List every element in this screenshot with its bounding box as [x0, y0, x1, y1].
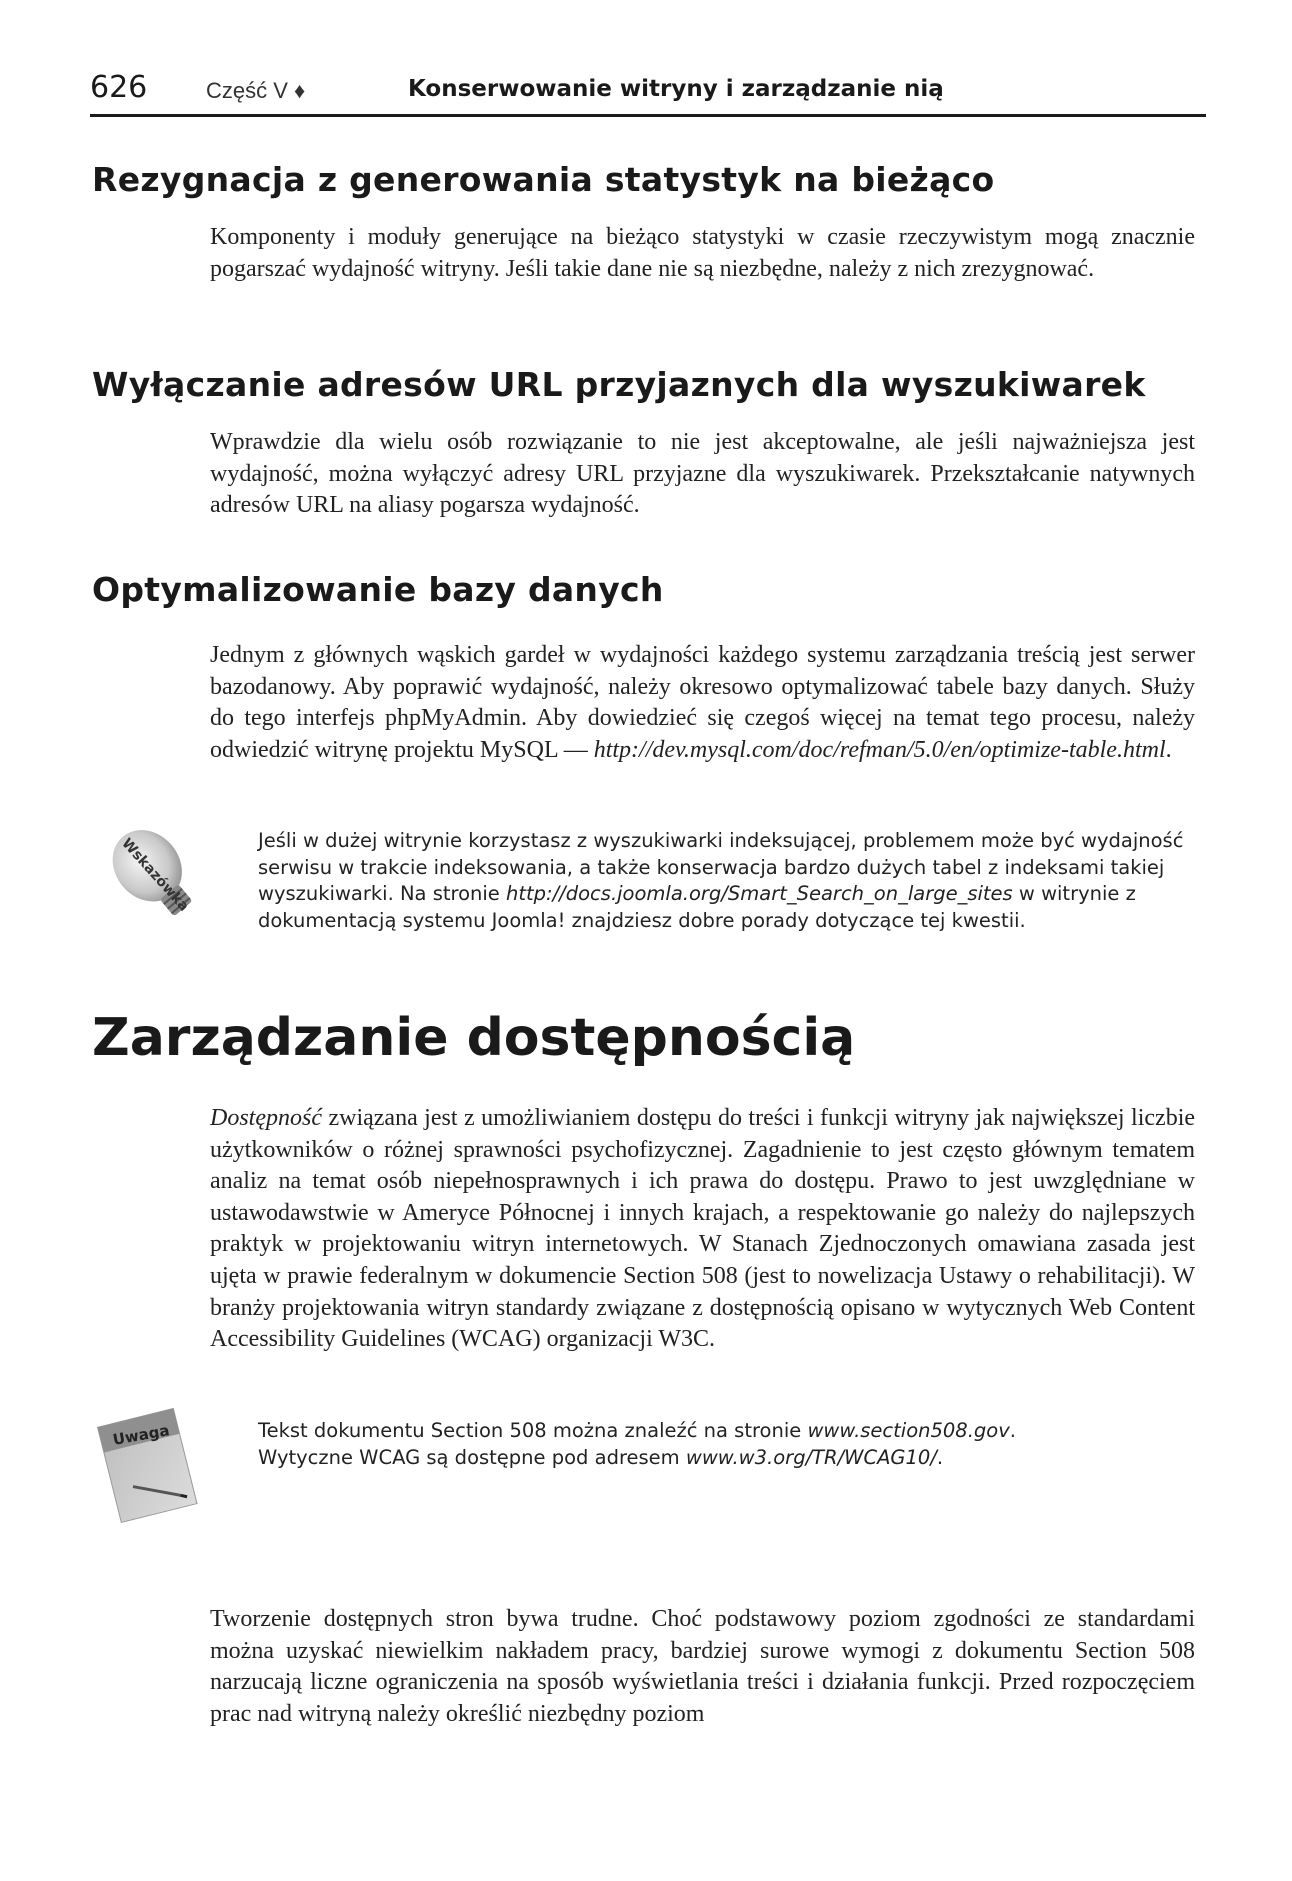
tip-url-link[interactable]: http://docs.joomla.org/Smart_Search_on_large_sites [506, 882, 1013, 905]
db-text-end: . [1165, 736, 1172, 763]
section-heading-stats: Rezygnacja z generowania statystyk na bieżąco [92, 160, 995, 199]
tip-text-before: Jeśli w dużej witrynie korzystasz z wyszukiwarki indeksującej, problemem może być wydajność serwisu w trakcie indeksowania, a także konserwacja bardzo dużych tabel z indeksami takiej wyszukiwarki. Na stronie [258, 829, 1184, 905]
part-label: Część V ♦ [206, 78, 306, 103]
chapter-paragraph-1 [210, 1103, 1195, 1356]
accessibility-term: Dostępność [210, 1105, 322, 1131]
section-text-sef: Wprawdzie dla wielu osób rozwiązanie to nie jest akceptowalne, ale jeśli najważniejsza jest wydajność, można wyłączyć adresy URL przyjazne dla wyszukiwarek. Przekształcanie natywnych adresów URL na aliasy pogarsza wydajność. [210, 429, 1195, 519]
part-title: Konserwowanie witryny i zarządzanie nią [408, 76, 944, 102]
page-header [90, 62, 1206, 117]
tip-icon-label: Wskazówka [118, 835, 192, 915]
section508-url-link[interactable]: www.section508.gov [807, 1419, 1010, 1442]
section-text-db [210, 640, 1195, 766]
note-line1-end: . [1009, 1419, 1016, 1442]
note-text [258, 1418, 1198, 1471]
note-icon-label: Uwaga [111, 1421, 171, 1449]
section-heading-db: Optymalizowanie bazy danych [92, 570, 664, 609]
tip-text [258, 828, 1198, 934]
note-line1-text: Tekst dokumentu Section 508 można znaleźć na stronie [258, 1419, 802, 1442]
db-text: Jednym z głównych wąskich gardeł w wydajności każdego systemu zarządzania treścią jest serwer bazodanowy. Aby poprawić wydajność, należy okresowo optymalizować tabele bazy danych. Służy do tego interfejs phpMyAdmin. Aby dowiedzieć się czegoś więcej na temat tego procesu, należy odwiedzić witrynę projektu MySQL — [210, 642, 1195, 763]
wcag-url-link[interactable]: www.w3.org/TR/WCAG10/ [685, 1445, 937, 1469]
note-line2-end: . [936, 1445, 944, 1469]
page-number: 626 [90, 70, 148, 105]
section-heading-sef: Wyłączanie adresów URL przyjaznych dla wyszukiwarek [92, 365, 1146, 404]
chapter-title: Zarządzanie dostępnością [92, 1008, 856, 1068]
section-text-stats: Komponenty i moduły generujące na bieżąco statystyki w czasie rzeczywistym mogą znacznie pogarszać wydajność witryny. Jeśli takie dane nie są niezbędne, należy z nich zrezygnować. [210, 224, 1195, 282]
note-line2-text: Wytyczne WCAG są dostępne pod adresem [258, 1445, 680, 1469]
note-line-1 [258, 1418, 1198, 1445]
note-line-2 [258, 1445, 1198, 1472]
chapter-paragraph-2: Tworzenie dostępnych stron bywa trudne. Choć podstawowy poziom zgodności ze standardami można uzyskać niewielkim nakładem pracy, bardziej surowe wymogi z dokumentu Section 508 narzucają liczne ograniczenia na sposób wyświetlania treści i działania funkcji. Przed rozpoczęciem prac nad witryną należy określić niezbędny poziom [210, 1606, 1195, 1727]
lightbulb-tip-icon [95, 815, 215, 935]
tip-text-after: w witrynie z dokumentacją systemu Joomla! znajdziesz dobre porady dotyczące tej kwestii. [258, 882, 1136, 932]
chapter-p1-text: związana jest z umożliwianiem dostępu do treści i funkcji witryny jak największej liczbie użytkowników o różnej sprawności psychofizycznej. Zagadnienie to jest często głównym tematem analiz na temat osób niepełnosprawnych i ich prawa do dostępu. Prawo to jest uwzględniane w ustawodawstwie w Ameryce Północnej i innych krajach, a respektowanie go należy do najlepszych praktyk w projektowaniu witryn internetowych. W Stanach Zjednoczonych omawiana zasada jest ujęta w prawie federalnym w dokumencie Section 508 (jest to nowelizacja Ustawy o rehabilitacji). W branży projektowania witryn standardy związane z dostępnością opisano w wytycznych Web Content Accessibility Guidelines (WCAG) organizacji W3C. [210, 1105, 1196, 1353]
note-paper-icon [92, 1402, 207, 1527]
db-url-link[interactable]: http://dev.mysql.com/doc/refman/5.0/en/optimize-table.html [593, 736, 1166, 763]
